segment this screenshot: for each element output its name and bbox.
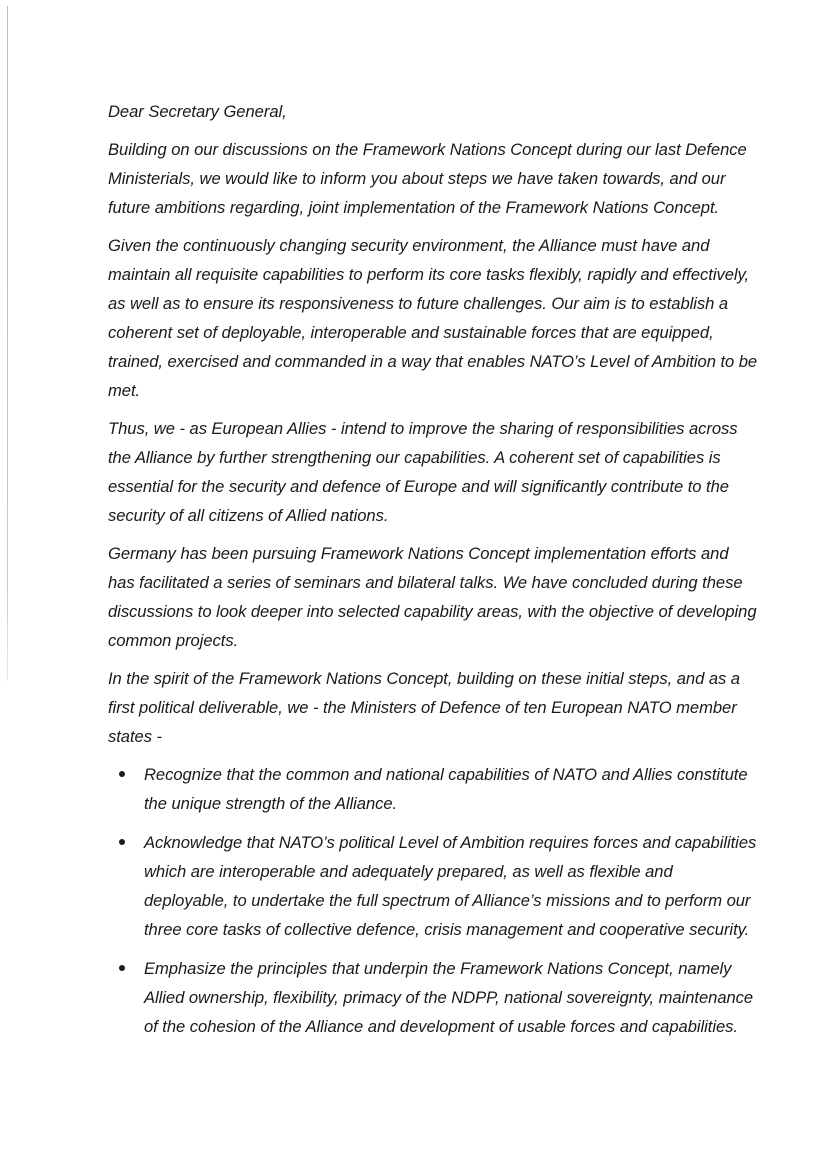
list-item [108, 954, 758, 1041]
bullet-icon [119, 839, 125, 845]
list-item-text: Recognize that the common and national capabilities of NATO and Allies constitute the unique strength of the Alliance. [144, 765, 748, 813]
paragraph-european-allies: Thus, we - as European Allies - intend to improve the sharing of responsibilities across the Alliance by further strengthening our capabilities. A coherent set of capabilities is essential for the security and defence of Europe and will significantly contribute to the security of all citizens of Allied nations. [108, 419, 738, 525]
paragraph-security-environment: Given the continuously changing security environment, the Alliance must have and maintain all requisite capabilities to perform its core tasks flexibly, rapidly and effectively, as well as to ensure its responsiveness to future challenges. Our aim is to establish a coherent set of deployable, interoperable and sustainable forces that are equipped, trained, exercised and commanded in a way that enables NATO’s Level of Ambition to be met. [108, 236, 758, 400]
list-item [108, 760, 758, 818]
paragraph-intro: Building on our discussions on the Framework Nations Concept during our last Defence Ministerials, we would like to inform you about steps we have taken towards, and our future ambitions regarding, joint implementation of the Framework Nations Concept. [108, 140, 747, 217]
scan-edge-line [7, 6, 8, 681]
commitments-list [108, 760, 758, 1041]
list-item [108, 828, 758, 944]
list-item-text: Acknowledge that NATO’s political Level of Ambition requires forces and capabilities which are interoperable and adequately prepared, as well as flexible and deployable, to undertake the full spectrum of Alliance’s missions and to perform our three core tasks of collective defence, crisis management and cooperative security. [144, 833, 757, 939]
bullet-icon [119, 771, 125, 777]
salutation: Dear Secretary General, [108, 102, 287, 121]
bullet-icon [119, 965, 125, 971]
list-item-text: Emphasize the principles that underpin the Framework Nations Concept, namely Allied ownership, flexibility, primacy of the NDPP, national sovereignty, maintenance of the cohesion of the Alliance and development of usable forces and capabilities. [144, 959, 754, 1036]
paragraph-framework-spirit: In the spirit of the Framework Nations Concept, building on these initial steps, and as a first political deliverable, we - the Ministers of Defence of ten European NATO member states - [108, 669, 740, 746]
letter-page [108, 97, 758, 1051]
paragraph-germany-efforts: Germany has been pursuing Framework Nations Concept implementation efforts and has facilitated a series of seminars and bilateral talks. We have concluded during these discussions to look deeper into selected capability areas, with the objective of developing common projects. [108, 544, 757, 650]
